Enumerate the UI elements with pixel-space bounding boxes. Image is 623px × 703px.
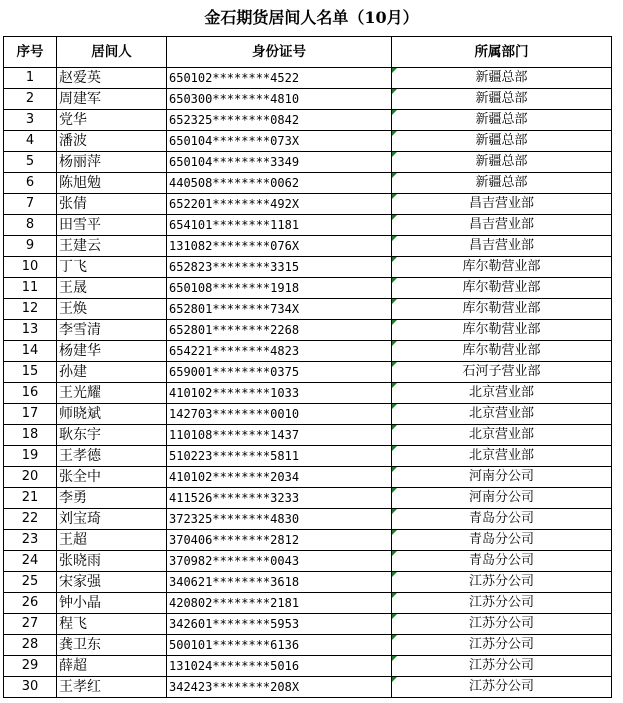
cell-id-number: 652325********0842 — [167, 110, 392, 131]
cell-id-number: 131082********076X — [167, 236, 392, 257]
cell-name: 王建云 — [57, 236, 167, 257]
table-row — [4, 635, 612, 656]
cell-id-number: 440508********0062 — [167, 173, 392, 194]
cell-name: 杨建华 — [57, 341, 167, 362]
table-row — [4, 89, 612, 110]
cell-name: 张倩 — [57, 194, 167, 215]
table-row — [4, 572, 612, 593]
cell-department: 库尔勒营业部 — [392, 320, 612, 341]
cell-id-number: 342423********208X — [167, 677, 392, 698]
table-row — [4, 383, 612, 404]
cell-name: 王孝红 — [57, 677, 167, 698]
cell-id-number: 372325********4830 — [167, 509, 392, 530]
cell-department: 昌吉营业部 — [392, 194, 612, 215]
cell-seq: 13 — [4, 320, 57, 341]
header-id-number: 身份证号 — [167, 37, 392, 68]
cell-department: 北京营业部 — [392, 425, 612, 446]
cell-id-number: 652801********2268 — [167, 320, 392, 341]
cell-name: 程飞 — [57, 614, 167, 635]
cell-name: 孙建 — [57, 362, 167, 383]
cell-department: 石河子营业部 — [392, 362, 612, 383]
cell-seq: 24 — [4, 551, 57, 572]
table-body — [4, 68, 612, 698]
cell-id-number: 510223********5811 — [167, 446, 392, 467]
table-row — [4, 488, 612, 509]
cell-id-number: 652823********3315 — [167, 257, 392, 278]
header-department: 所属部门 — [392, 37, 612, 68]
cell-id-number: 650102********4522 — [167, 68, 392, 89]
cell-name: 王孝德 — [57, 446, 167, 467]
table-row — [4, 425, 612, 446]
cell-id-number: 410102********1033 — [167, 383, 392, 404]
cell-seq: 3 — [4, 110, 57, 131]
cell-department: 江苏分公司 — [392, 614, 612, 635]
cell-id-number: 142703********0010 — [167, 404, 392, 425]
cell-seq: 21 — [4, 488, 57, 509]
table-row — [4, 131, 612, 152]
cell-name: 薛超 — [57, 656, 167, 677]
cell-department: 北京营业部 — [392, 446, 612, 467]
cell-id-number: 654101********1181 — [167, 215, 392, 236]
table-row — [4, 467, 612, 488]
cell-seq: 15 — [4, 362, 57, 383]
cell-id-number: 340621********3618 — [167, 572, 392, 593]
cell-seq: 4 — [4, 131, 57, 152]
cell-id-number: 500101********6136 — [167, 635, 392, 656]
cell-id-number: 654221********4823 — [167, 341, 392, 362]
cell-seq: 12 — [4, 299, 57, 320]
table-row — [4, 68, 612, 89]
cell-name: 丁飞 — [57, 257, 167, 278]
header-name: 居间人 — [57, 37, 167, 68]
intermediary-table — [3, 36, 612, 698]
cell-seq: 20 — [4, 467, 57, 488]
cell-department: 昌吉营业部 — [392, 215, 612, 236]
cell-seq: 10 — [4, 257, 57, 278]
cell-seq: 28 — [4, 635, 57, 656]
table-row — [4, 173, 612, 194]
cell-department: 北京营业部 — [392, 404, 612, 425]
cell-department: 库尔勒营业部 — [392, 299, 612, 320]
cell-seq: 23 — [4, 530, 57, 551]
cell-name: 杨丽萍 — [57, 152, 167, 173]
table-row — [4, 446, 612, 467]
table-row — [4, 614, 612, 635]
cell-name: 刘宝琦 — [57, 509, 167, 530]
table-header — [4, 37, 612, 68]
cell-seq: 2 — [4, 89, 57, 110]
cell-name: 李勇 — [57, 488, 167, 509]
cell-seq: 16 — [4, 383, 57, 404]
cell-id-number: 410102********2034 — [167, 467, 392, 488]
cell-seq: 30 — [4, 677, 57, 698]
table-row — [4, 341, 612, 362]
table-row — [4, 152, 612, 173]
table-row — [4, 215, 612, 236]
cell-department: 新疆总部 — [392, 68, 612, 89]
cell-department: 江苏分公司 — [392, 635, 612, 656]
cell-seq: 14 — [4, 341, 57, 362]
cell-department: 库尔勒营业部 — [392, 341, 612, 362]
header-row — [4, 37, 612, 68]
cell-id-number: 650108********1918 — [167, 278, 392, 299]
cell-name: 周建军 — [57, 89, 167, 110]
cell-id-number: 342601********5953 — [167, 614, 392, 635]
cell-seq: 17 — [4, 404, 57, 425]
cell-department: 江苏分公司 — [392, 677, 612, 698]
cell-seq: 5 — [4, 152, 57, 173]
cell-id-number: 370982********0043 — [167, 551, 392, 572]
table-row — [4, 509, 612, 530]
cell-seq: 11 — [4, 278, 57, 299]
cell-department: 新疆总部 — [392, 152, 612, 173]
cell-seq: 29 — [4, 656, 57, 677]
cell-name: 张全中 — [57, 467, 167, 488]
cell-department: 北京营业部 — [392, 383, 612, 404]
cell-name: 王焕 — [57, 299, 167, 320]
cell-seq: 9 — [4, 236, 57, 257]
table-row — [4, 278, 612, 299]
header-seq: 序号 — [4, 37, 57, 68]
cell-department: 新疆总部 — [392, 110, 612, 131]
cell-name: 张晓雨 — [57, 551, 167, 572]
cell-seq: 8 — [4, 215, 57, 236]
cell-department: 河南分公司 — [392, 467, 612, 488]
cell-name: 龚卫东 — [57, 635, 167, 656]
cell-id-number: 131024********5016 — [167, 656, 392, 677]
cell-name: 钟小晶 — [57, 593, 167, 614]
cell-id-number: 659001********0375 — [167, 362, 392, 383]
cell-seq: 7 — [4, 194, 57, 215]
cell-seq: 25 — [4, 572, 57, 593]
cell-name: 师晓斌 — [57, 404, 167, 425]
cell-seq: 6 — [4, 173, 57, 194]
cell-name: 李雪清 — [57, 320, 167, 341]
cell-department: 新疆总部 — [392, 89, 612, 110]
document-title: 金石期货居间人名单（10月） — [204, 8, 419, 27]
cell-name: 陈旭勉 — [57, 173, 167, 194]
cell-seq: 18 — [4, 425, 57, 446]
cell-name: 田雪平 — [57, 215, 167, 236]
cell-department: 江苏分公司 — [392, 572, 612, 593]
table-row — [4, 656, 612, 677]
cell-department: 新疆总部 — [392, 131, 612, 152]
cell-seq: 19 — [4, 446, 57, 467]
cell-department: 青岛分公司 — [392, 551, 612, 572]
table-row — [4, 110, 612, 131]
cell-id-number: 652801********734X — [167, 299, 392, 320]
cell-seq: 27 — [4, 614, 57, 635]
cell-department: 青岛分公司 — [392, 530, 612, 551]
cell-name: 宋家强 — [57, 572, 167, 593]
cell-name: 王超 — [57, 530, 167, 551]
table-row — [4, 677, 612, 698]
cell-id-number: 370406********2812 — [167, 530, 392, 551]
cell-name: 王晟 — [57, 278, 167, 299]
table-row — [4, 299, 612, 320]
cell-name: 耿东宇 — [57, 425, 167, 446]
table-row — [4, 194, 612, 215]
table-row — [4, 236, 612, 257]
cell-department: 江苏分公司 — [392, 656, 612, 677]
cell-name: 赵爱英 — [57, 68, 167, 89]
cell-seq: 1 — [4, 68, 57, 89]
cell-id-number: 110108********1437 — [167, 425, 392, 446]
cell-name: 潘波 — [57, 131, 167, 152]
table-row — [4, 404, 612, 425]
table-row — [4, 257, 612, 278]
table-row — [4, 593, 612, 614]
cell-seq: 22 — [4, 509, 57, 530]
table-row — [4, 530, 612, 551]
cell-id-number: 650104********073X — [167, 131, 392, 152]
table-row — [4, 362, 612, 383]
cell-seq: 26 — [4, 593, 57, 614]
cell-name: 党华 — [57, 110, 167, 131]
cell-id-number: 411526********3233 — [167, 488, 392, 509]
cell-department: 新疆总部 — [392, 173, 612, 194]
table-row — [4, 320, 612, 341]
cell-id-number: 652201********492X — [167, 194, 392, 215]
cell-department: 青岛分公司 — [392, 509, 612, 530]
cell-id-number: 650300********4810 — [167, 89, 392, 110]
cell-department: 库尔勒营业部 — [392, 278, 612, 299]
table-row — [4, 551, 612, 572]
cell-name: 王光耀 — [57, 383, 167, 404]
cell-department: 昌吉营业部 — [392, 236, 612, 257]
cell-department: 江苏分公司 — [392, 593, 612, 614]
cell-department: 河南分公司 — [392, 488, 612, 509]
cell-department: 库尔勒营业部 — [392, 257, 612, 278]
cell-id-number: 650104********3349 — [167, 152, 392, 173]
cell-id-number: 420802********2181 — [167, 593, 392, 614]
